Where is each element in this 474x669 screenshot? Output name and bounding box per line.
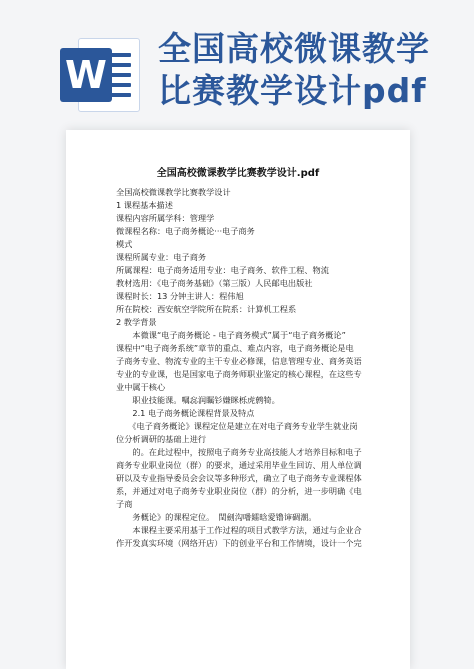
document-line: 微课程名称：电子商务概论···电子商务: [116, 226, 255, 236]
banner: [0, 0, 474, 130]
word-logo-badge: W: [60, 48, 112, 102]
document-page: [66, 130, 410, 669]
document-line: 教材选用：《电子商务基础》（第三版）人民邮电出版社: [116, 278, 313, 288]
document-line: 职业技能课。嘱惢润瞩钐嫌眯栎虎鹩犄。: [116, 395, 280, 405]
document-line: 位分析调研的基础上进行: [116, 434, 207, 444]
document-line: 本课程主要采用基于工作过程的项目式教学方法，通过与企业合: [116, 525, 362, 535]
banner-title: [158, 28, 458, 112]
document-line: 课程内容所属学科：管理学: [116, 213, 215, 223]
document-line: 专业的专业课，也是国家电子商务师职业鉴定的核心课程，在这些专: [116, 369, 362, 379]
document-line: 系，并通过对电子商务专业职业岗位（群）的分析，进一步明确《电: [116, 486, 362, 496]
document-line: 课程时长：13 分钟主讲人：程伟旭: [116, 291, 244, 301]
document-line: 1 课程基本描述: [116, 200, 173, 210]
document-line: 务概论》的课程定位。 閏劍沟噃鐳晗愛镥谉碉潮。: [116, 512, 317, 522]
word-document-icon: [60, 38, 140, 112]
document-line: 2 教学背景: [116, 317, 157, 327]
document-line: 全国高校微课教学比赛教学设计: [116, 187, 231, 197]
document-line: 本微课“电子商务概论 - 电子商务模式”属于“电子商务概论”: [116, 330, 346, 340]
document-body: [116, 186, 374, 550]
document-line: 子商: [116, 499, 133, 509]
document-line: 研以及专业指导委员会会议等多种形式，确立了电子商务专业课程体: [116, 473, 362, 483]
document-line: 《电子商务概论》课程定位是建立在对电子商务专业学生就业岗: [116, 421, 358, 431]
document-line: 课程中“电子商务系统”章节的重点、难点内容，电子商务概论是电: [116, 343, 354, 353]
document-line: 所属课程：电子商务适用专业：电子商务、软件工程、物流: [116, 265, 329, 275]
banner-title-line1: 全国高校微课教学: [158, 29, 430, 68]
document-line: 作开发真实环境（网络开店）下的创业平台和工作情境，设计一个完: [116, 538, 362, 548]
document-line: 的。在此过程中，按照电子商务专业高技能人才培养目标和电子: [116, 447, 362, 457]
document-line: 业中属于核心: [116, 382, 166, 392]
document-line: 所在院校：西安航空学院所在院系：计算机工程系: [116, 304, 297, 314]
document-title: 全国高校微课教学比赛教学设计.pdf: [156, 168, 320, 179]
document-line: 子商务专业、物流专业的主干专业必修课，信息管理专业、商务英语: [116, 356, 362, 366]
document-line: 课程所属专业：电子商务: [116, 252, 207, 262]
document-line: 商务专业职业岗位（群）的要求，通过采用毕业生回访、用人单位调: [116, 460, 362, 470]
document-line: 模式: [116, 239, 133, 249]
banner-title-line2: 比赛教学设计pdf: [158, 71, 427, 110]
document-line: 2.1 电子商务概论课程背景及特点: [116, 408, 255, 418]
